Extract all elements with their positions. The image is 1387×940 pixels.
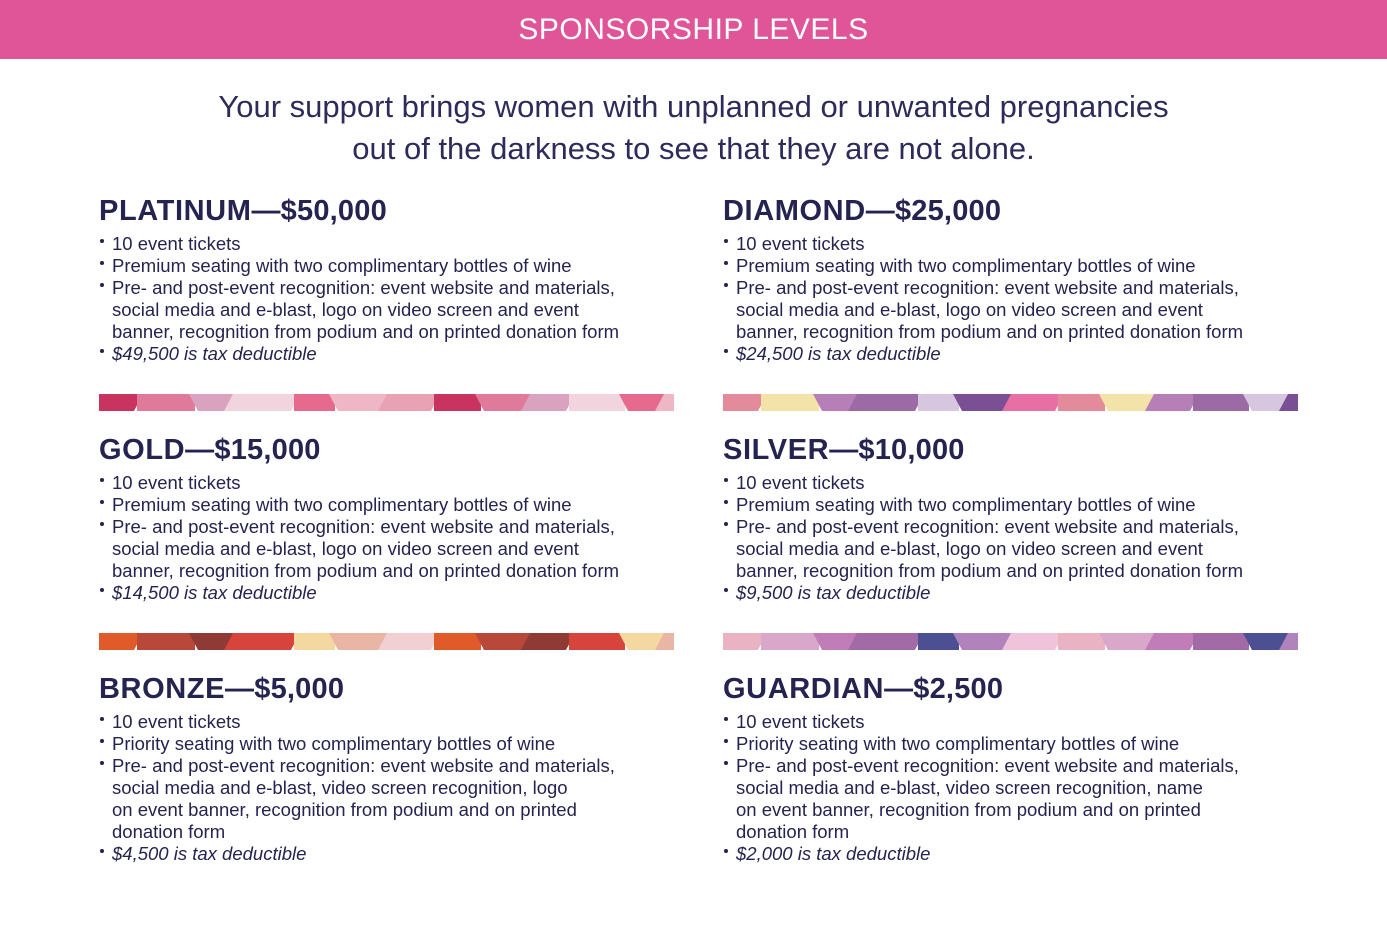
stripe-segment (1145, 394, 1199, 411)
stripe-segment (918, 633, 959, 650)
benefit-item-continued: on event banner, recognition from podium and on printed (112, 799, 577, 820)
stripe-segment (1058, 394, 1105, 411)
stripe-segment (99, 633, 143, 650)
tagline-line-1: Your support brings women with unplanned or unwanted pregnancies (218, 89, 1169, 124)
tagline (0, 86, 1387, 170)
tax-deductible-note: $2,000 is tax deductible (723, 843, 1313, 865)
benefit-item: Priority seating with two complimentary bottles of wine (99, 733, 689, 755)
stripe-segment (848, 633, 924, 650)
level-heading (99, 434, 689, 470)
level-name: PLATINUM (99, 195, 252, 227)
benefit-item-continued: banner, recognition from podium and on printed donation form (736, 321, 1244, 342)
level-benefits (99, 711, 689, 865)
benefit-item: Pre- and post-event recognition: event website and materials, (99, 516, 689, 538)
benefit-item: Pre- and post-event recognition: event website and materials, (99, 755, 689, 777)
benefit-item: Premium seating with two complimentary bottles of wine (99, 255, 689, 277)
level-name: BRONZE (99, 673, 226, 705)
benefit-item: Premium seating with two complimentary bottles of wine (99, 494, 689, 516)
stripe-segment (521, 633, 575, 650)
level-silver (723, 434, 1313, 604)
benefit-item: 10 event tickets (723, 472, 1313, 494)
level-amount: —$15,000 (185, 434, 321, 466)
benefit-item: Premium seating with two complimentary bottles of wine (723, 494, 1313, 516)
benefit-item: Pre- and post-event recognition: event website and materials, (723, 516, 1313, 538)
benefit-item-continued: social media and e-blast, video screen recognition, logo (112, 777, 568, 798)
benefit-item: Premium seating with two complimentary bottles of wine (723, 255, 1313, 277)
stripe-segment (918, 394, 959, 411)
level-benefits (99, 472, 689, 604)
level-name: DIAMOND (723, 195, 866, 227)
benefit-item-continued: social media and e-blast, video screen recognition, name (736, 777, 1203, 798)
stripe-segment (1002, 394, 1064, 411)
benefit-item-continued: banner, recognition from podium and on printed donation form (112, 560, 620, 581)
header-bar (0, 0, 1387, 59)
stripe-segment (378, 633, 440, 650)
stripe-segment (224, 394, 300, 411)
benefit-item: 10 event tickets (723, 233, 1313, 255)
benefit-item-continued: social media and e-blast, logo on video screen and event (736, 299, 1203, 320)
benefit-item: Pre- and post-event recognition: event website and materials, (99, 277, 689, 299)
stripe-segment (378, 394, 440, 411)
benefit-item-continued: donation form (112, 821, 226, 842)
level-heading (99, 195, 689, 231)
level-amount: —$10,000 (829, 434, 965, 466)
level-guardian (723, 673, 1313, 865)
stripe-segment (137, 394, 195, 411)
benefit-item-continued: social media and e-blast, logo on video screen and event (736, 538, 1203, 559)
level-heading (723, 673, 1313, 709)
tagline-line-2: out of the darkness to see that they are not alone. (352, 131, 1035, 166)
level-benefits (723, 233, 1313, 365)
tax-deductible-note: $9,500 is tax deductible (723, 582, 1313, 604)
tax-deductible-note: $4,500 is tax deductible (99, 843, 689, 865)
stripe-segment (521, 394, 575, 411)
level-amount: —$2,500 (884, 673, 1004, 705)
decorative-stripe-right-2 (723, 633, 1298, 650)
benefit-item: Pre- and post-event recognition: event website and materials, (723, 277, 1313, 299)
level-heading (723, 195, 1313, 231)
tax-deductible-note: $14,500 is tax deductible (99, 582, 689, 604)
benefit-item: 10 event tickets (723, 711, 1313, 733)
level-amount: —$5,000 (225, 673, 345, 705)
stripe-segment (569, 394, 625, 411)
stripe-segment (1145, 633, 1199, 650)
benefit-item-continued: on event banner, recognition from podium and on printed (736, 799, 1201, 820)
stripe-segment (723, 633, 767, 650)
stripe-segment (1002, 633, 1064, 650)
benefit-item: Priority seating with two complimentary bottles of wine (723, 733, 1313, 755)
benefit-item-continued: social media and e-blast, logo on video screen and event (112, 538, 579, 559)
stripe-segment (294, 633, 335, 650)
tax-deductible-note: $24,500 is tax deductible (723, 343, 1313, 365)
level-name: GUARDIAN (723, 673, 885, 705)
decorative-stripe-right-1 (723, 394, 1298, 411)
level-name: GOLD (99, 434, 186, 466)
stripe-segment (294, 394, 335, 411)
stripe-segment (224, 633, 300, 650)
tax-deductible-note: $49,500 is tax deductible (99, 343, 689, 365)
stripe-segment (848, 394, 924, 411)
level-amount: —$50,000 (251, 195, 387, 227)
stripe-segment (1193, 633, 1249, 650)
benefit-item: 10 event tickets (99, 711, 689, 733)
level-gold (99, 434, 689, 604)
page-title: SPONSORSHIP LEVELS (518, 12, 869, 46)
level-benefits (723, 472, 1313, 604)
level-diamond (723, 195, 1313, 365)
stripe-segment (434, 394, 481, 411)
stripe-segment (1193, 394, 1249, 411)
benefit-item-continued: banner, recognition from podium and on printed donation form (112, 321, 620, 342)
stripe-segment (1058, 633, 1105, 650)
stripe-segment (137, 633, 195, 650)
benefit-item: Pre- and post-event recognition: event website and materials, (723, 755, 1313, 777)
decorative-stripe-left-2 (99, 633, 674, 650)
benefit-item-continued: banner, recognition from podium and on printed donation form (736, 560, 1244, 581)
level-heading (99, 673, 689, 709)
benefit-item: 10 event tickets (99, 472, 689, 494)
stripe-segment (761, 394, 819, 411)
level-benefits (99, 233, 689, 365)
benefit-item: 10 event tickets (99, 233, 689, 255)
level-benefits (723, 711, 1313, 865)
level-amount: —$25,000 (865, 195, 1002, 227)
stripe-segment (761, 633, 819, 650)
stripe-segment (99, 394, 143, 411)
level-platinum (99, 195, 689, 365)
decorative-stripe-left-1 (99, 394, 674, 411)
level-name: SILVER (723, 434, 830, 466)
benefit-item-continued: donation form (736, 821, 850, 842)
stripe-segment (569, 633, 625, 650)
stripe-segment (723, 394, 767, 411)
benefit-item-continued: social media and e-blast, logo on video screen and event (112, 299, 579, 320)
level-bronze (99, 673, 689, 865)
level-heading (723, 434, 1313, 470)
stripe-segment (434, 633, 481, 650)
